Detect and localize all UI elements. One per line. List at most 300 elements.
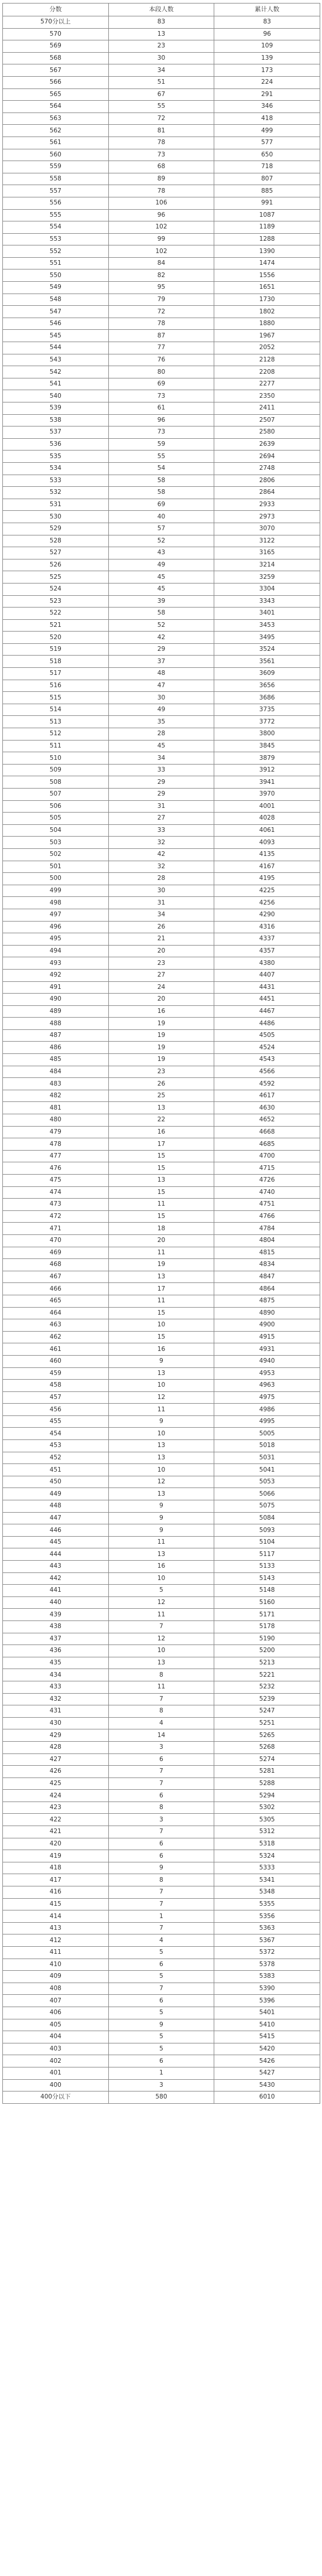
score-cell: 511 (3, 740, 109, 752)
score-cell: 500 (3, 873, 109, 885)
cumulative-count-cell: 4834 (214, 1259, 320, 1271)
cumulative-count-cell: 4953 (214, 1367, 320, 1380)
table-body (3, 4, 320, 2104)
segment-count-cell: 69 (108, 378, 214, 390)
score-cell: 462 (3, 1331, 109, 1343)
cumulative-count-cell: 3656 (214, 680, 320, 692)
score-cell: 408 (3, 1983, 109, 1995)
table-row (3, 897, 320, 909)
table-row (3, 1295, 320, 1307)
table-row (3, 233, 320, 245)
segment-count-cell: 1 (108, 1910, 214, 1923)
cumulative-count-cell: 2128 (214, 354, 320, 366)
score-cell: 543 (3, 354, 109, 366)
score-cell: 486 (3, 1042, 109, 1054)
segment-count-cell: 8 (108, 1705, 214, 1718)
segment-count-cell: 58 (108, 475, 214, 487)
score-cell: 504 (3, 824, 109, 837)
score-cell: 402 (3, 2055, 109, 2067)
score-cell: 457 (3, 1391, 109, 1404)
table-row (3, 378, 320, 390)
cumulative-count-cell: 5265 (214, 1729, 320, 1742)
table-row (3, 1234, 320, 1247)
table-row (3, 523, 320, 535)
cumulative-count-cell: 5367 (214, 1934, 320, 1947)
cumulative-count-cell: 291 (214, 88, 320, 101)
segment-count-cell: 20 (108, 1234, 214, 1247)
cumulative-count-cell: 4451 (214, 994, 320, 1006)
header-score: 分数 (3, 4, 109, 16)
score-cell: 539 (3, 402, 109, 415)
cumulative-count-cell: 5221 (214, 1669, 320, 1681)
table-row (3, 1620, 320, 1633)
cumulative-count-cell: 1189 (214, 221, 320, 234)
score-cell: 570 (3, 28, 109, 40)
cumulative-count-cell: 5084 (214, 1512, 320, 1524)
cumulative-count-cell: 5190 (214, 1633, 320, 1645)
score-cell: 442 (3, 1572, 109, 1585)
score-cell: 523 (3, 595, 109, 608)
score-cell: 527 (3, 547, 109, 559)
score-cell: 497 (3, 909, 109, 921)
score-cell: 451 (3, 1464, 109, 1476)
cumulative-count-cell: 3524 (214, 643, 320, 656)
score-cell: 477 (3, 1150, 109, 1162)
table-row (3, 427, 320, 439)
score-cell: 454 (3, 1428, 109, 1440)
segment-count-cell: 6 (108, 2055, 214, 2067)
segment-count-cell: 29 (108, 789, 214, 801)
cumulative-count-cell: 3772 (214, 716, 320, 728)
segment-count-cell: 80 (108, 366, 214, 378)
cumulative-count-cell: 1087 (214, 209, 320, 221)
score-cell: 481 (3, 1102, 109, 1114)
table-row (3, 1488, 320, 1500)
table-row (3, 1066, 320, 1078)
segment-count-cell: 11 (108, 1199, 214, 1211)
score-cell: 552 (3, 245, 109, 258)
segment-count-cell: 7 (108, 1886, 214, 1899)
table-row (3, 2067, 320, 2079)
score-cell: 487 (3, 1029, 109, 1042)
segment-count-cell: 73 (108, 390, 214, 402)
cumulative-count-cell: 5031 (214, 1452, 320, 1464)
score-cell: 546 (3, 318, 109, 330)
score-cell: 496 (3, 921, 109, 933)
cumulative-count-cell: 4815 (214, 1247, 320, 1259)
table-row (3, 475, 320, 487)
cumulative-count-cell: 3453 (214, 619, 320, 632)
segment-count-cell: 7 (108, 1922, 214, 1934)
table-row (3, 861, 320, 873)
cumulative-count-cell: 109 (214, 40, 320, 53)
segment-count-cell: 40 (108, 511, 214, 523)
cumulative-count-cell: 4652 (214, 1114, 320, 1127)
segment-count-cell: 9 (108, 1524, 214, 1537)
segment-count-cell: 19 (108, 1042, 214, 1054)
score-cell: 473 (3, 1199, 109, 1211)
score-cell: 529 (3, 523, 109, 535)
score-cell: 550 (3, 269, 109, 282)
cumulative-count-cell: 5396 (214, 1995, 320, 2007)
segment-count-cell: 9 (108, 1862, 214, 1874)
cumulative-count-cell: 3912 (214, 764, 320, 776)
score-cell: 492 (3, 969, 109, 981)
segment-count-cell: 15 (108, 1186, 214, 1199)
score-cell: 411 (3, 1947, 109, 1959)
table-row (3, 511, 320, 523)
cumulative-count-cell: 5200 (214, 1645, 320, 1657)
table-row (3, 1355, 320, 1367)
segment-count-cell: 30 (108, 885, 214, 897)
score-cell: 545 (3, 330, 109, 342)
score-cell: 516 (3, 680, 109, 692)
segment-count-cell: 45 (108, 740, 214, 752)
cumulative-count-cell: 4316 (214, 921, 320, 933)
score-cell: 554 (3, 221, 109, 234)
cumulative-count-cell: 3561 (214, 656, 320, 668)
table-row (3, 619, 320, 632)
score-cell: 468 (3, 1259, 109, 1271)
segment-count-cell: 29 (108, 776, 214, 789)
cumulative-count-cell: 2864 (214, 487, 320, 499)
segment-count-cell: 55 (108, 101, 214, 113)
segment-count-cell: 5 (108, 2007, 214, 2019)
segment-count-cell: 54 (108, 462, 214, 475)
score-cell: 433 (3, 1681, 109, 1693)
table-row (3, 1826, 320, 1838)
table-row (3, 462, 320, 475)
cumulative-count-cell: 5239 (214, 1693, 320, 1705)
score-cell: 426 (3, 1766, 109, 1778)
score-cell: 400 (3, 2079, 109, 2091)
table-row (3, 366, 320, 378)
segment-count-cell: 72 (108, 112, 214, 125)
cumulative-count-cell: 2208 (214, 366, 320, 378)
table-row (3, 764, 320, 776)
segment-count-cell: 11 (108, 1681, 214, 1693)
segment-count-cell: 33 (108, 764, 214, 776)
cumulative-count-cell: 5430 (214, 2079, 320, 2091)
segment-count-cell: 35 (108, 716, 214, 728)
cumulative-count-cell: 6010 (214, 2091, 320, 2104)
score-cell: 456 (3, 1404, 109, 1416)
score-cell: 480 (3, 1114, 109, 1127)
cumulative-count-cell: 2639 (214, 438, 320, 451)
score-cell: 537 (3, 427, 109, 439)
score-cell: 507 (3, 789, 109, 801)
cumulative-count-cell: 4685 (214, 1138, 320, 1151)
table-row (3, 1380, 320, 1392)
score-cell: 412 (3, 1934, 109, 1947)
score-cell: 425 (3, 1777, 109, 1790)
table-row (3, 1476, 320, 1488)
table-row (3, 1657, 320, 1669)
cumulative-count-cell: 4975 (214, 1391, 320, 1404)
segment-count-cell: 7 (108, 1826, 214, 1838)
segment-count-cell: 59 (108, 438, 214, 451)
score-cell: 474 (3, 1186, 109, 1199)
score-cell: 446 (3, 1524, 109, 1537)
score-cell: 485 (3, 1054, 109, 1066)
segment-count-cell: 27 (108, 969, 214, 981)
segment-count-cell: 68 (108, 161, 214, 173)
cumulative-count-cell: 5232 (214, 1681, 320, 1693)
segment-count-cell: 32 (108, 837, 214, 849)
score-cell: 536 (3, 438, 109, 451)
score-cell: 549 (3, 282, 109, 294)
score-cell: 499 (3, 885, 109, 897)
cumulative-count-cell: 4524 (214, 1042, 320, 1054)
segment-count-cell: 13 (108, 1657, 214, 1669)
table-row (3, 1777, 320, 1790)
score-cell: 444 (3, 1548, 109, 1561)
segment-count-cell: 11 (108, 1404, 214, 1416)
table-row (3, 40, 320, 53)
cumulative-count-cell: 4726 (214, 1175, 320, 1187)
segment-count-cell: 43 (108, 547, 214, 559)
cumulative-count-cell: 4700 (214, 1150, 320, 1162)
score-cell: 463 (3, 1319, 109, 1332)
table-row (3, 64, 320, 77)
table-row (3, 282, 320, 294)
table-row (3, 969, 320, 981)
score-cell: 470 (3, 1234, 109, 1247)
cumulative-count-cell: 4940 (214, 1355, 320, 1367)
score-cell: 400分以下 (3, 2091, 109, 2104)
segment-count-cell: 15 (108, 1150, 214, 1162)
score-cell: 541 (3, 378, 109, 390)
segment-count-cell: 30 (108, 692, 214, 704)
cumulative-count-cell: 4357 (214, 945, 320, 957)
score-cell: 524 (3, 583, 109, 595)
score-cell: 563 (3, 112, 109, 125)
cumulative-count-cell: 5213 (214, 1657, 320, 1669)
cumulative-count-cell: 5348 (214, 1886, 320, 1899)
score-cell: 525 (3, 571, 109, 584)
header-segment-count: 本段人数 (108, 4, 214, 16)
table-row (3, 1898, 320, 1910)
table-row (3, 52, 320, 64)
cumulative-count-cell: 2933 (214, 499, 320, 511)
table-row (3, 1753, 320, 1766)
table-row (3, 402, 320, 415)
score-cell: 515 (3, 692, 109, 704)
cumulative-count-cell: 346 (214, 101, 320, 113)
cumulative-count-cell: 4740 (214, 1186, 320, 1199)
segment-count-cell: 61 (108, 402, 214, 415)
table-row (3, 1874, 320, 1886)
segment-count-cell: 13 (108, 1452, 214, 1464)
cumulative-count-cell: 4766 (214, 1210, 320, 1223)
score-cell: 535 (3, 451, 109, 463)
table-row (3, 728, 320, 741)
score-cell: 467 (3, 1271, 109, 1283)
cumulative-count-cell: 5178 (214, 1620, 320, 1633)
segment-count-cell: 25 (108, 1090, 214, 1102)
segment-count-cell: 31 (108, 800, 214, 813)
table-row (3, 1138, 320, 1151)
segment-count-cell: 28 (108, 873, 214, 885)
table-row (3, 1078, 320, 1090)
segment-count-cell: 21 (108, 933, 214, 946)
score-cell: 427 (3, 1753, 109, 1766)
cumulative-count-cell: 3879 (214, 752, 320, 765)
score-cell: 568 (3, 52, 109, 64)
score-cell: 517 (3, 668, 109, 680)
score-cell: 503 (3, 837, 109, 849)
cumulative-count-cell: 4225 (214, 885, 320, 897)
segment-count-cell: 7 (108, 1777, 214, 1790)
cumulative-count-cell: 3845 (214, 740, 320, 752)
table-row (3, 1247, 320, 1259)
score-cell: 489 (3, 1005, 109, 1018)
cumulative-count-cell: 3970 (214, 789, 320, 801)
cumulative-count-cell: 2350 (214, 390, 320, 402)
score-cell: 418 (3, 1862, 109, 1874)
score-cell: 452 (3, 1452, 109, 1464)
segment-count-cell: 12 (108, 1596, 214, 1609)
segment-count-cell: 8 (108, 1669, 214, 1681)
table-row (3, 2031, 320, 2043)
cumulative-count-cell: 5383 (214, 1971, 320, 1983)
score-cell: 508 (3, 776, 109, 789)
table-row (3, 1175, 320, 1187)
table-row (3, 848, 320, 861)
cumulative-count-cell: 3800 (214, 728, 320, 741)
cumulative-count-cell: 5324 (214, 1850, 320, 1862)
table-row (3, 1452, 320, 1464)
table-row (3, 1512, 320, 1524)
segment-count-cell: 10 (108, 1464, 214, 1476)
score-cell: 484 (3, 1066, 109, 1078)
cumulative-count-cell: 4630 (214, 1102, 320, 1114)
score-cell: 448 (3, 1500, 109, 1513)
table-row (3, 1090, 320, 1102)
score-cell: 509 (3, 764, 109, 776)
cumulative-count-cell: 5390 (214, 1983, 320, 1995)
score-cell: 475 (3, 1175, 109, 1187)
score-cell: 435 (3, 1657, 109, 1669)
segment-count-cell: 30 (108, 52, 214, 64)
table-row (3, 933, 320, 946)
cumulative-count-cell: 173 (214, 64, 320, 77)
cumulative-count-cell: 1390 (214, 245, 320, 258)
cumulative-count-cell: 4001 (214, 800, 320, 813)
segment-count-cell: 15 (108, 1307, 214, 1319)
table-row (3, 318, 320, 330)
table-row (3, 451, 320, 463)
segment-count-cell: 47 (108, 680, 214, 692)
cumulative-count-cell: 5018 (214, 1440, 320, 1452)
cumulative-count-cell: 5274 (214, 1753, 320, 1766)
segment-count-cell: 28 (108, 728, 214, 741)
segment-count-cell: 13 (108, 1440, 214, 1452)
segment-count-cell: 6 (108, 1995, 214, 2007)
cumulative-count-cell: 5302 (214, 1802, 320, 1814)
table-row (3, 583, 320, 595)
cumulative-count-cell: 4668 (214, 1126, 320, 1138)
table-row (3, 499, 320, 511)
segment-count-cell: 6 (108, 1753, 214, 1766)
table-row (3, 1126, 320, 1138)
score-cell: 404 (3, 2031, 109, 2043)
segment-count-cell: 4 (108, 1934, 214, 1947)
score-cell: 450 (3, 1476, 109, 1488)
score-cell: 453 (3, 1440, 109, 1452)
score-cell: 409 (3, 1971, 109, 1983)
cumulative-count-cell: 1474 (214, 257, 320, 269)
score-cell: 483 (3, 1078, 109, 1090)
table-row (3, 608, 320, 620)
cumulative-count-cell: 5143 (214, 1572, 320, 1585)
score-cell: 441 (3, 1585, 109, 1597)
segment-count-cell: 11 (108, 1609, 214, 1621)
table-row (3, 837, 320, 849)
cumulative-count-cell: 3686 (214, 692, 320, 704)
table-row (3, 632, 320, 644)
score-cell: 551 (3, 257, 109, 269)
segment-count-cell: 42 (108, 632, 214, 644)
score-cell: 561 (3, 137, 109, 149)
cumulative-count-cell: 5363 (214, 1922, 320, 1934)
cumulative-count-cell: 139 (214, 52, 320, 64)
cumulative-count-cell: 4290 (214, 909, 320, 921)
cumulative-count-cell: 4061 (214, 824, 320, 837)
cumulative-count-cell: 2277 (214, 378, 320, 390)
table-row (3, 1766, 320, 1778)
segment-count-cell: 23 (108, 957, 214, 970)
cumulative-count-cell: 4804 (214, 1234, 320, 1247)
score-cell: 476 (3, 1162, 109, 1175)
segment-count-cell: 1 (108, 2067, 214, 2079)
cumulative-count-cell: 5093 (214, 1524, 320, 1537)
segment-count-cell: 5 (108, 1947, 214, 1959)
table-row (3, 1415, 320, 1428)
table-row (3, 873, 320, 885)
table-row (3, 88, 320, 101)
score-cell: 449 (3, 1488, 109, 1500)
table-row (3, 1428, 320, 1440)
table-row (3, 1005, 320, 1018)
cumulative-count-cell: 885 (214, 185, 320, 197)
table-row (3, 1199, 320, 1211)
segment-count-cell: 77 (108, 342, 214, 354)
table-row (3, 1995, 320, 2007)
cumulative-count-cell: 5251 (214, 1717, 320, 1729)
cumulative-count-cell: 3401 (214, 608, 320, 620)
score-cell: 533 (3, 475, 109, 487)
score-cell: 555 (3, 209, 109, 221)
score-cell: 493 (3, 957, 109, 970)
table-row (3, 1862, 320, 1874)
table-row (3, 76, 320, 88)
segment-count-cell: 58 (108, 608, 214, 620)
header-cumulative-count: 累计人数 (214, 4, 320, 16)
cumulative-count-cell: 5294 (214, 1790, 320, 1802)
table-row (3, 137, 320, 149)
segment-count-cell: 23 (108, 40, 214, 53)
score-cell: 406 (3, 2007, 109, 2019)
table-row (3, 776, 320, 789)
score-cell: 461 (3, 1343, 109, 1356)
table-row (3, 957, 320, 970)
segment-count-cell: 67 (108, 88, 214, 101)
score-cell: 559 (3, 161, 109, 173)
cumulative-count-cell: 2052 (214, 342, 320, 354)
score-cell: 532 (3, 487, 109, 499)
score-cell: 439 (3, 1609, 109, 1621)
